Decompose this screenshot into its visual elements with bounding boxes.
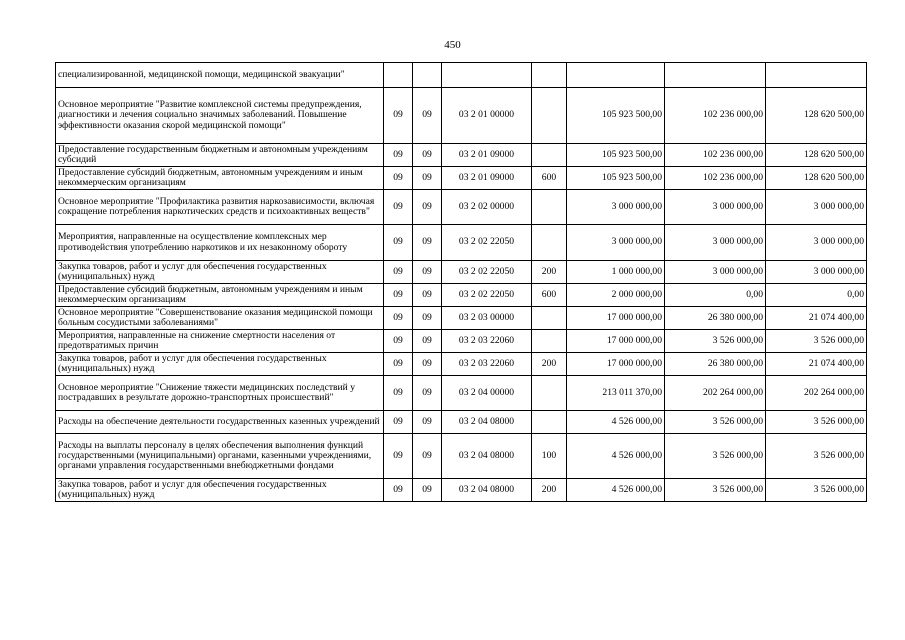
expense-type-cell [532, 307, 567, 330]
amount-year2-cell: 26 380 000,00 [665, 307, 766, 330]
row-name-cell: Закупка товаров, работ и услуг для обеспечения государственных (муниципальных) нужд [56, 353, 384, 376]
target-article-cell: 03 2 02 22050 [442, 225, 532, 261]
amount-year2-cell: 202 264 000,00 [665, 376, 766, 411]
row-name-cell: Закупка товаров, работ и услуг для обеспечения государственных (муниципальных) нужд [56, 261, 384, 284]
row-name-cell: Предоставление субсидий бюджетным, автономным учреждениям и иным некоммерческим организациям [56, 284, 384, 307]
subsection-code-cell: 09 [413, 330, 442, 353]
subsection-code-cell: 09 [413, 167, 442, 190]
amount-year1-cell: 3 000 000,00 [567, 225, 665, 261]
table-row [56, 479, 867, 502]
amount-year2-cell: 3 000 000,00 [665, 190, 766, 225]
section-code-cell: 09 [384, 261, 413, 284]
target-article-cell: 03 2 01 00000 [442, 88, 532, 144]
row-name-cell: Основное мероприятие "Профилактика развития наркозависимости, включая сокращение потребления наркотических средств и психоактивных веществ" [56, 190, 384, 225]
subsection-code-cell: 09 [413, 479, 442, 502]
amount-year2-cell: 3 526 000,00 [665, 330, 766, 353]
target-article-cell: 03 2 04 08000 [442, 411, 532, 434]
amount-year3-cell: 202 264 000,00 [766, 376, 867, 411]
expense-type-cell: 600 [532, 284, 567, 307]
table-row [56, 307, 867, 330]
expense-type-cell [532, 330, 567, 353]
amount-year3-cell [766, 63, 867, 88]
amount-year3-cell: 21 074 400,00 [766, 307, 867, 330]
table-row [56, 411, 867, 434]
subsection-code-cell: 09 [413, 307, 442, 330]
section-code-cell: 09 [384, 284, 413, 307]
amount-year3-cell: 3 526 000,00 [766, 330, 867, 353]
expense-type-cell [532, 411, 567, 434]
target-article-cell: 03 2 04 08000 [442, 479, 532, 502]
amount-year2-cell: 102 236 000,00 [665, 144, 766, 167]
expense-type-cell [532, 88, 567, 144]
amount-year1-cell: 4 526 000,00 [567, 411, 665, 434]
table-row [56, 63, 867, 88]
amount-year2-cell: 0,00 [665, 284, 766, 307]
table-row [56, 261, 867, 284]
row-name-cell: специализированной, медицинской помощи, медицинской эвакуации" [56, 63, 384, 88]
amount-year1-cell: 105 923 500,00 [567, 88, 665, 144]
expense-type-cell [532, 63, 567, 88]
target-article-cell: 03 2 03 00000 [442, 307, 532, 330]
amount-year2-cell: 3 000 000,00 [665, 225, 766, 261]
section-code-cell: 09 [384, 190, 413, 225]
amount-year1-cell: 105 923 500,00 [567, 144, 665, 167]
amount-year3-cell: 0,00 [766, 284, 867, 307]
table-row [56, 144, 867, 167]
target-article-cell: 03 2 02 22050 [442, 261, 532, 284]
amount-year2-cell: 102 236 000,00 [665, 167, 766, 190]
subsection-code-cell: 09 [413, 144, 442, 167]
amount-year1-cell: 17 000 000,00 [567, 353, 665, 376]
target-article-cell: 03 2 01 09000 [442, 144, 532, 167]
row-name-cell: Основное мероприятие "Снижение тяжести медицинских последствий у пострадавших в результате дорожно-транспортных происшествий" [56, 376, 384, 411]
amount-year1-cell: 105 923 500,00 [567, 167, 665, 190]
amount-year2-cell: 3 526 000,00 [665, 434, 766, 479]
amount-year1-cell: 213 011 370,00 [567, 376, 665, 411]
row-name-cell: Расходы на выплаты персоналу в целях обеспечения выполнения функций государственными (муниципальными) органами, казенными учреждениями, органами управления государственными внебюджетными фондами [56, 434, 384, 479]
subsection-code-cell [413, 63, 442, 88]
amount-year3-cell: 3 526 000,00 [766, 479, 867, 502]
subsection-code-cell: 09 [413, 261, 442, 284]
row-name-cell: Закупка товаров, работ и услуг для обеспечения государственных (муниципальных) нужд [56, 479, 384, 502]
section-code-cell: 09 [384, 434, 413, 479]
amount-year3-cell: 128 620 500,00 [766, 167, 867, 190]
section-code-cell: 09 [384, 411, 413, 434]
section-code-cell: 09 [384, 479, 413, 502]
amount-year1-cell: 17 000 000,00 [567, 330, 665, 353]
row-name-cell: Основное мероприятие "Развитие комплексной системы предупреждения, диагностики и лечения социально значимых заболеваний. Повышение эффективности оказания скорой медицинской помощи" [56, 88, 384, 144]
amount-year3-cell: 21 074 400,00 [766, 353, 867, 376]
target-article-cell: 03 2 04 00000 [442, 376, 532, 411]
amount-year1-cell: 4 526 000,00 [567, 479, 665, 502]
amount-year1-cell: 1 000 000,00 [567, 261, 665, 284]
section-code-cell: 09 [384, 353, 413, 376]
target-article-cell: 03 2 02 22050 [442, 284, 532, 307]
expense-type-cell: 100 [532, 434, 567, 479]
amount-year1-cell [567, 63, 665, 88]
table-row [56, 167, 867, 190]
row-name-cell: Расходы на обеспечение деятельности государственных казенных учреждений [56, 411, 384, 434]
expense-type-cell: 600 [532, 167, 567, 190]
amount-year2-cell [665, 63, 766, 88]
expense-type-cell [532, 225, 567, 261]
amount-year3-cell: 3 526 000,00 [766, 411, 867, 434]
amount-year1-cell: 17 000 000,00 [567, 307, 665, 330]
expense-type-cell: 200 [532, 261, 567, 284]
subsection-code-cell: 09 [413, 190, 442, 225]
section-code-cell: 09 [384, 88, 413, 144]
amount-year2-cell: 3 526 000,00 [665, 479, 766, 502]
section-code-cell: 09 [384, 144, 413, 167]
expense-type-cell [532, 190, 567, 225]
amount-year3-cell: 3 526 000,00 [766, 434, 867, 479]
row-name-cell: Основное мероприятие "Совершенствование оказания медицинской помощи больным сосудистыми заболеваниями" [56, 307, 384, 330]
section-code-cell [384, 63, 413, 88]
amount-year2-cell: 3 000 000,00 [665, 261, 766, 284]
target-article-cell: 03 2 02 00000 [442, 190, 532, 225]
expense-type-cell: 200 [532, 479, 567, 502]
amount-year2-cell: 3 526 000,00 [665, 411, 766, 434]
table-row [56, 225, 867, 261]
expense-type-cell [532, 144, 567, 167]
section-code-cell: 09 [384, 167, 413, 190]
table-row [56, 353, 867, 376]
amount-year2-cell: 26 380 000,00 [665, 353, 766, 376]
target-article-cell: 03 2 03 22060 [442, 330, 532, 353]
section-code-cell: 09 [384, 225, 413, 261]
subsection-code-cell: 09 [413, 353, 442, 376]
table-row [56, 434, 867, 479]
table-row [56, 88, 867, 144]
expense-type-cell [532, 376, 567, 411]
budget-table [55, 62, 867, 502]
amount-year3-cell: 128 620 500,00 [766, 88, 867, 144]
section-code-cell: 09 [384, 330, 413, 353]
row-name-cell: Предоставление субсидий бюджетным, автономным учреждениям и иным некоммерческим организациям [56, 167, 384, 190]
amount-year3-cell: 3 000 000,00 [766, 190, 867, 225]
table-row [56, 284, 867, 307]
table-body [56, 63, 867, 502]
section-code-cell: 09 [384, 307, 413, 330]
amount-year3-cell: 3 000 000,00 [766, 225, 867, 261]
subsection-code-cell: 09 [413, 88, 442, 144]
subsection-code-cell: 09 [413, 434, 442, 479]
table-row [56, 330, 867, 353]
subsection-code-cell: 09 [413, 411, 442, 434]
amount-year3-cell: 3 000 000,00 [766, 261, 867, 284]
row-name-cell: Мероприятия, направленные на снижение смертности населения от предотвратимых причин [56, 330, 384, 353]
row-name-cell: Предоставление государственным бюджетным и автономным учреждениям субсидий [56, 144, 384, 167]
target-article-cell: 03 2 03 22060 [442, 353, 532, 376]
target-article-cell: 03 2 04 08000 [442, 434, 532, 479]
row-name-cell: Мероприятия, направленные на осуществление комплексных мер противодействия употреблению наркотиков и их незаконному обороту [56, 225, 384, 261]
amount-year1-cell: 2 000 000,00 [567, 284, 665, 307]
table-row [56, 190, 867, 225]
subsection-code-cell: 09 [413, 284, 442, 307]
target-article-cell: 03 2 01 09000 [442, 167, 532, 190]
amount-year1-cell: 4 526 000,00 [567, 434, 665, 479]
expense-type-cell: 200 [532, 353, 567, 376]
amount-year1-cell: 3 000 000,00 [567, 190, 665, 225]
section-code-cell: 09 [384, 376, 413, 411]
amount-year3-cell: 128 620 500,00 [766, 144, 867, 167]
amount-year2-cell: 102 236 000,00 [665, 88, 766, 144]
page-number: 450 [444, 39, 461, 51]
subsection-code-cell: 09 [413, 225, 442, 261]
target-article-cell [442, 63, 532, 88]
table-row [56, 376, 867, 411]
subsection-code-cell: 09 [413, 376, 442, 411]
